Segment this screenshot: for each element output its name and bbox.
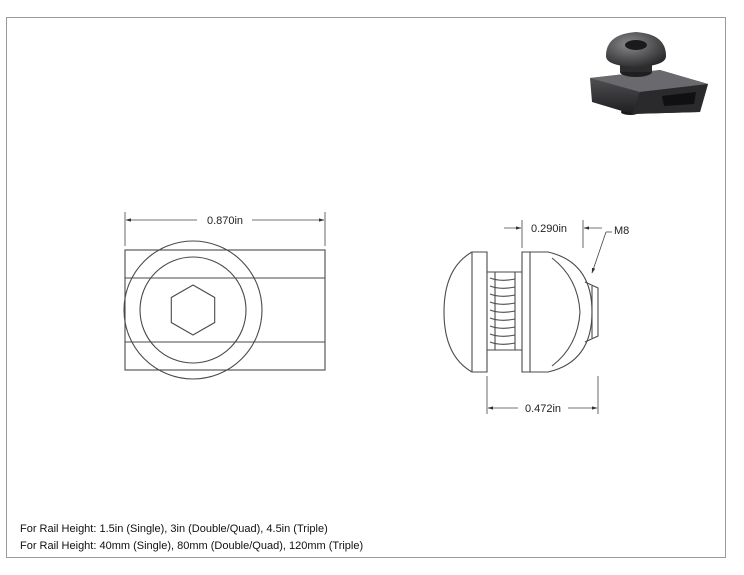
button-head-profile [444, 252, 487, 372]
side-view [444, 252, 598, 372]
dim-front-width-label: 0.870in [206, 215, 244, 227]
dim-side-overall-label: 0.472in [524, 403, 562, 415]
thread-profile [487, 272, 522, 350]
button-head-inner [140, 257, 246, 363]
dim-head-offset-label: 0.290in [530, 223, 568, 235]
rail-height-note-imperial: For Rail Height: 1.5in (Single), 3in (Double/Quad), 4.5in (Triple) [20, 523, 328, 535]
button-head-outer [124, 241, 262, 379]
front-view [124, 241, 325, 379]
t-nut-profile [522, 252, 592, 372]
rail-height-note-metric: For Rail Height: 40mm (Single), 80mm (Double/Quad), 120mm (Triple) [20, 540, 364, 552]
thread-callout-leader [592, 232, 612, 273]
thread-callout-label: M8 [614, 225, 630, 237]
hex-socket [171, 285, 214, 335]
isometric-preview [590, 32, 708, 115]
